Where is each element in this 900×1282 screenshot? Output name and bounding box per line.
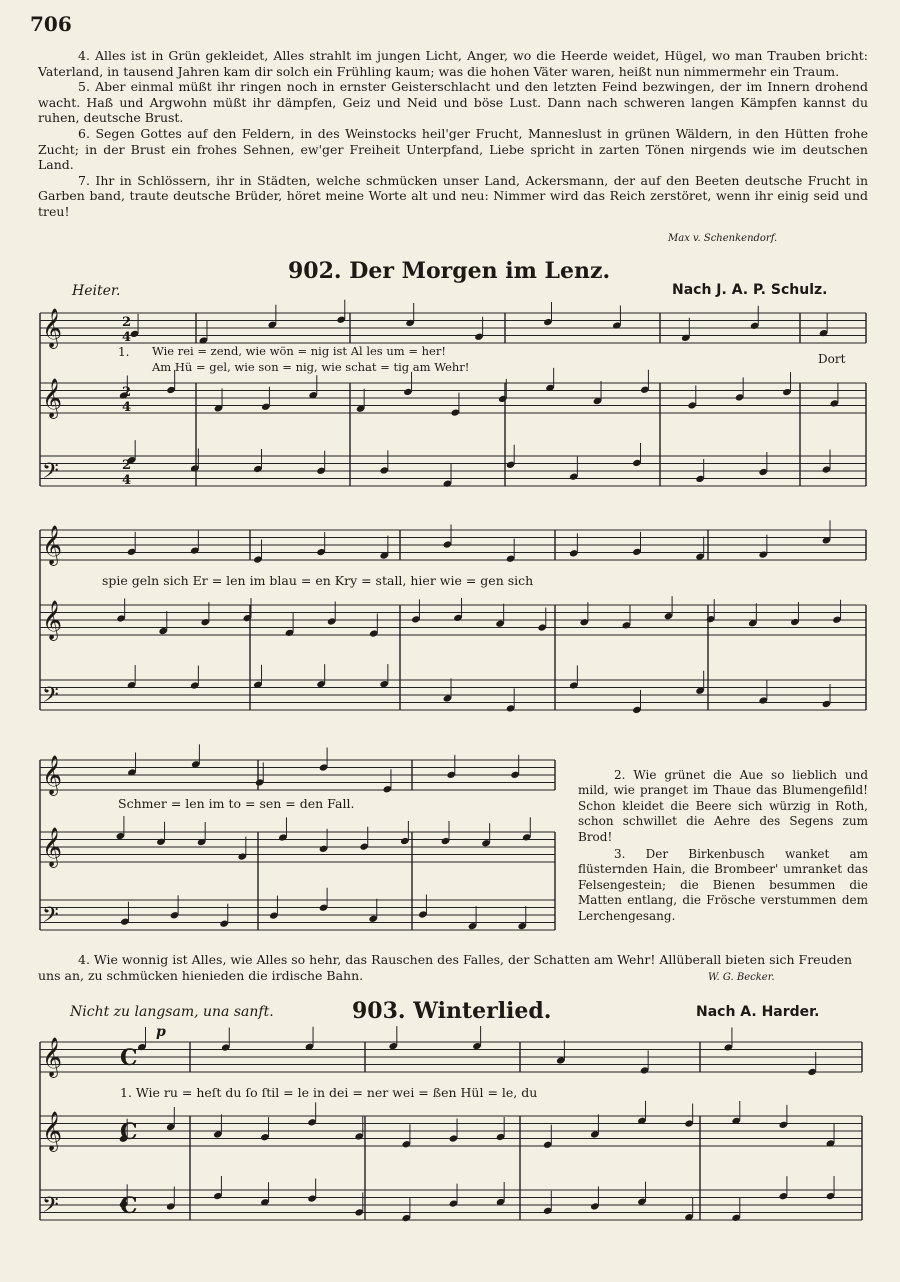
song903-number: 903. (352, 998, 406, 1024)
song902-system1-staff-3 (40, 456, 866, 486)
song902-stanza-4: 4. Wie wonnig ist Alles, wie Alles so hehr, das Rauschen des Falles, der Schatten am Wehr! Allüberall bieten sich Freuden uns an, zu schmücken hienieden die irdische Bahn. (38, 952, 853, 983)
time-signature-bottom: 4 (122, 400, 132, 415)
song903-tempo: Nicht zu langsam, una sanft. (70, 1004, 274, 1020)
time-signature-bottom: 4 (122, 330, 132, 345)
song902-system1-staff-1 (40, 313, 866, 343)
song902-system2-treble-clef: 𝄞 (42, 600, 63, 640)
common-time-symbol: C (120, 1119, 138, 1145)
song902-system1-treble-clef: 𝄞 (42, 308, 63, 348)
stanza-5: 5. Aber einmal müßt ihr ringen noch in ernster Geisterschlacht und den letzten Feind bezwingen, der im Innern drohend wacht. Haß und Argwohn müßt ihr dämpfen, Geiz und Neid und böse Lust. Dann nach schweren langen Kämpfen kannst du ruhen, deutsche Brust. (38, 79, 868, 126)
song902-side-stanzas (578, 768, 868, 924)
song902-composer: Nach J. A. P. Schulz. (672, 282, 828, 298)
song902-author: W. G. Becker. (708, 972, 775, 983)
common-time-symbol: C (120, 1193, 138, 1219)
song903-system1-bass-clef: 𝄢 (42, 1193, 59, 1223)
time-signature-top: 2 (122, 315, 132, 330)
time-signature-top: 2 (122, 385, 132, 400)
song902-tempo: Heiter. (72, 283, 121, 299)
song902-title: Der Morgen im Lenz. (349, 258, 611, 284)
song903-title: Winterlied. (413, 998, 552, 1024)
song902-system2-treble-clef: 𝄞 (42, 525, 63, 565)
song902-lyrics-line1: Wie rei = zend, wie wön = nig ist Al les um = her! (152, 344, 446, 358)
song902-system3-staff-3 (40, 900, 555, 930)
song902-system3-treble-clef: 𝄞 (42, 827, 63, 867)
song902-lyrics-dort: Dort (818, 352, 846, 366)
song902-number: 902. (288, 258, 342, 284)
song902-system2-staff-3 (40, 680, 866, 710)
stanza-4: 4. Alles ist in Grün gekleidet, Alles strahlt im jungen Licht, Anger, wo die Heerde weidet, Hügel, wo man Trauben bricht: Vaterland, in tausend Jahren kam dir solch ein Frühling kaum; was die hohen Väter waren, heißt nun nimmermehr ein Traum. (38, 48, 868, 79)
song903-lyrics: 1. Wie ru = heſt du ſo ſtil = le in dei = ner wei = ßen Hül = le, du (120, 1085, 538, 1100)
song902-stanza-2: 2. Wie grünet die Aue so lieblich und mild, wie pranget im Thaue das Blumengefild! Schon kleidet die Beere sich würzig in Roth, schon schwillet die Aehre des Segens zum Brod! (578, 768, 868, 844)
song903-system1-treble-clef: 𝄞 (42, 1037, 63, 1077)
song902-system1-bass-clef: 𝄢 (42, 459, 59, 489)
time-signature-bottom: 4 (122, 473, 132, 488)
stanza-7: 7. Ihr in Schlössern, ihr in Städten, welche schmücken unser Land, Ackersmann, der auf den Beeten deutsche Frucht in Garben band, traute deutsche Brüder, höret meine Worte alt und neu: Nimmer wird das Reich zerstöret, wenn ihr einig seid und treu! (38, 172, 868, 219)
common-time-symbol: C (120, 1045, 138, 1071)
song902-system3-staff-1 (40, 760, 555, 790)
song902-system1-treble-clef: 𝄞 (42, 378, 63, 418)
song903-dynamic: p (156, 1024, 166, 1040)
page-number: 706 (30, 12, 72, 36)
song903-system1-treble-clef: 𝄞 (42, 1111, 63, 1151)
top-author: Max v. Schenkendorf. (668, 233, 778, 244)
stanza-6: 6. Segen Gottes auf den Feldern, in des Weinstocks heil'ger Frucht, Manneslust in grünen Wäldern, in den Hütten frohe Zucht; in der Brust ein frohes Sehnen, ew'ger Freiheit Unterpfand, Liebe spricht in zarten Tönen nirgends wie im deutschen Land. (38, 125, 868, 173)
song903-heading (352, 998, 551, 1024)
song902-system3-bass-clef: 𝄢 (42, 903, 59, 933)
song902-lyrics-system3: Schmer = len im to = sen = den Fall. (118, 796, 355, 811)
song902-system3-treble-clef: 𝄞 (42, 755, 63, 795)
song902-lyrics-system2: spie geln sich Er = len im blau = en Kry = stall, hier wie = gen sich (102, 573, 534, 588)
song902-system2-bass-clef: 𝄢 (42, 683, 59, 713)
song902-stanza-3: 3. Der Birkenbusch wanket am flüsternden Hain, die Brombeer' umranket das Felsengestein; die Bienen besummen die Matten entlang, die Frösche verstummen dem Lerchengesang. (578, 847, 868, 923)
song902-lyrics-line2: Am Hü = gel, wie son = nig, wie schat = tig am Wehr! (152, 360, 470, 374)
time-signature-top: 2 (122, 458, 132, 473)
song903-composer: Nach A. Harder. (696, 1004, 820, 1020)
song902-system2-staff-1 (40, 530, 866, 560)
song902-verse-number: 1. (118, 345, 130, 359)
song903-system1-staff-1 (40, 1042, 862, 1072)
